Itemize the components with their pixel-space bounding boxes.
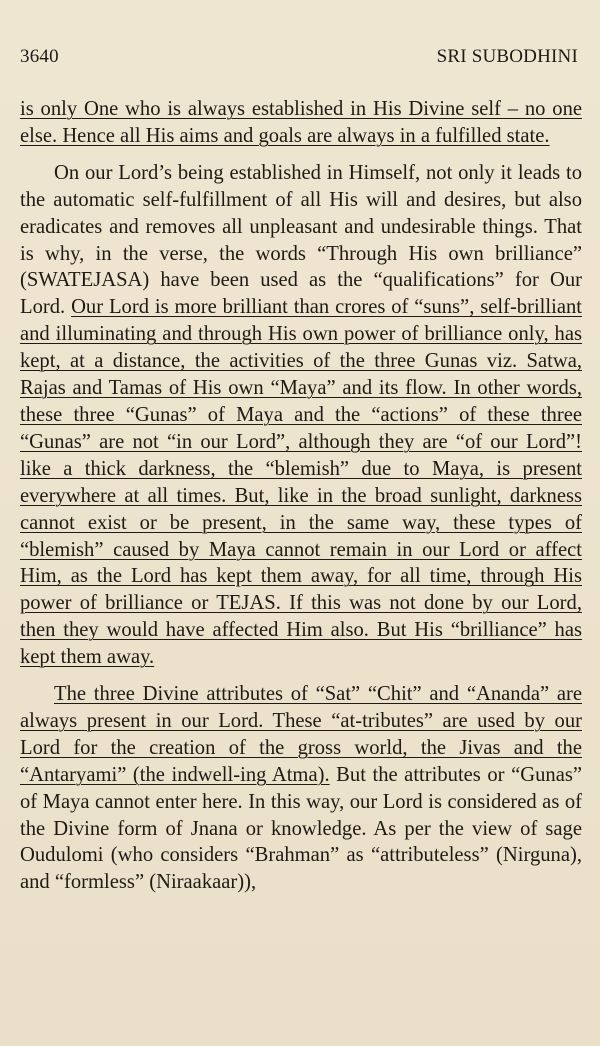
underlined-passage: The three Divine attributes of “Sat” “Chit” and “Ananda” are always present in our Lord. These “at-tributes” are used by our Lord for the creation of the gross world, the Jivas and the “Antaryami” (the indwell-ing Atma). <box>20 683 582 786</box>
underlined-passage: is only One who is always established in His Divine self – no one else. Hence all His aims and goals are always in a fulfilled state. <box>20 98 582 147</box>
plain-passage: On our Lord’s being established in Himself, not only it leads to the automatic self-fulfillment of all His will and desires, but also eradicates and removes all unpleasant and undesirable things. That is why, in the verse, the words “Through His own brilliance” (SWATEJASA) have been used as the “qualifications” for Our Lord. <box>20 161 582 319</box>
paragraph-2 <box>20 160 582 671</box>
plain-passage: But the attributes or “Gunas” of Maya cannot enter here. In this way, our Lord is considered as of the Divine form of Jnana or knowledge. As per the view of sage Oudulomi (who considers “Brahman” as “attributeless” (Nirguna), and “formless” (Niraakaar)), <box>20 763 582 894</box>
running-title: SRI SUBODHINI <box>436 46 578 67</box>
page-header <box>20 46 578 68</box>
underlined-passage: Our Lord is more brilliant than crores of “suns”, self-brilliant and illuminating and through His own power of brilliance only, has kept, at a distance, the activities of the three Gunas viz. Satwa, Rajas and Tamas of His own “Maya” and its flow. In other words, these three “Gunas” of Maya and the “actions” of these three “Gunas” are not “in our Lord”, although they are “of our Lord”! like a thick darkness, the “blemish” due to Maya, is present everywhere at all times. But, like in the broad sunlight, darkness cannot exist or be present, in the same way, these types of “blemish” caused by Maya cannot remain in our Lord or affect Him, as the Lord has kept them away, for all time, through His power of brilliance or TEJAS. If this was not done by our Lord, then they would have affected Him also. But His “brilliance” has kept them away. <box>20 296 583 669</box>
paragraph-3 <box>20 681 582 896</box>
page-number: 3640 <box>20 46 59 67</box>
paragraph-1 <box>20 96 582 150</box>
body-text <box>20 96 582 906</box>
